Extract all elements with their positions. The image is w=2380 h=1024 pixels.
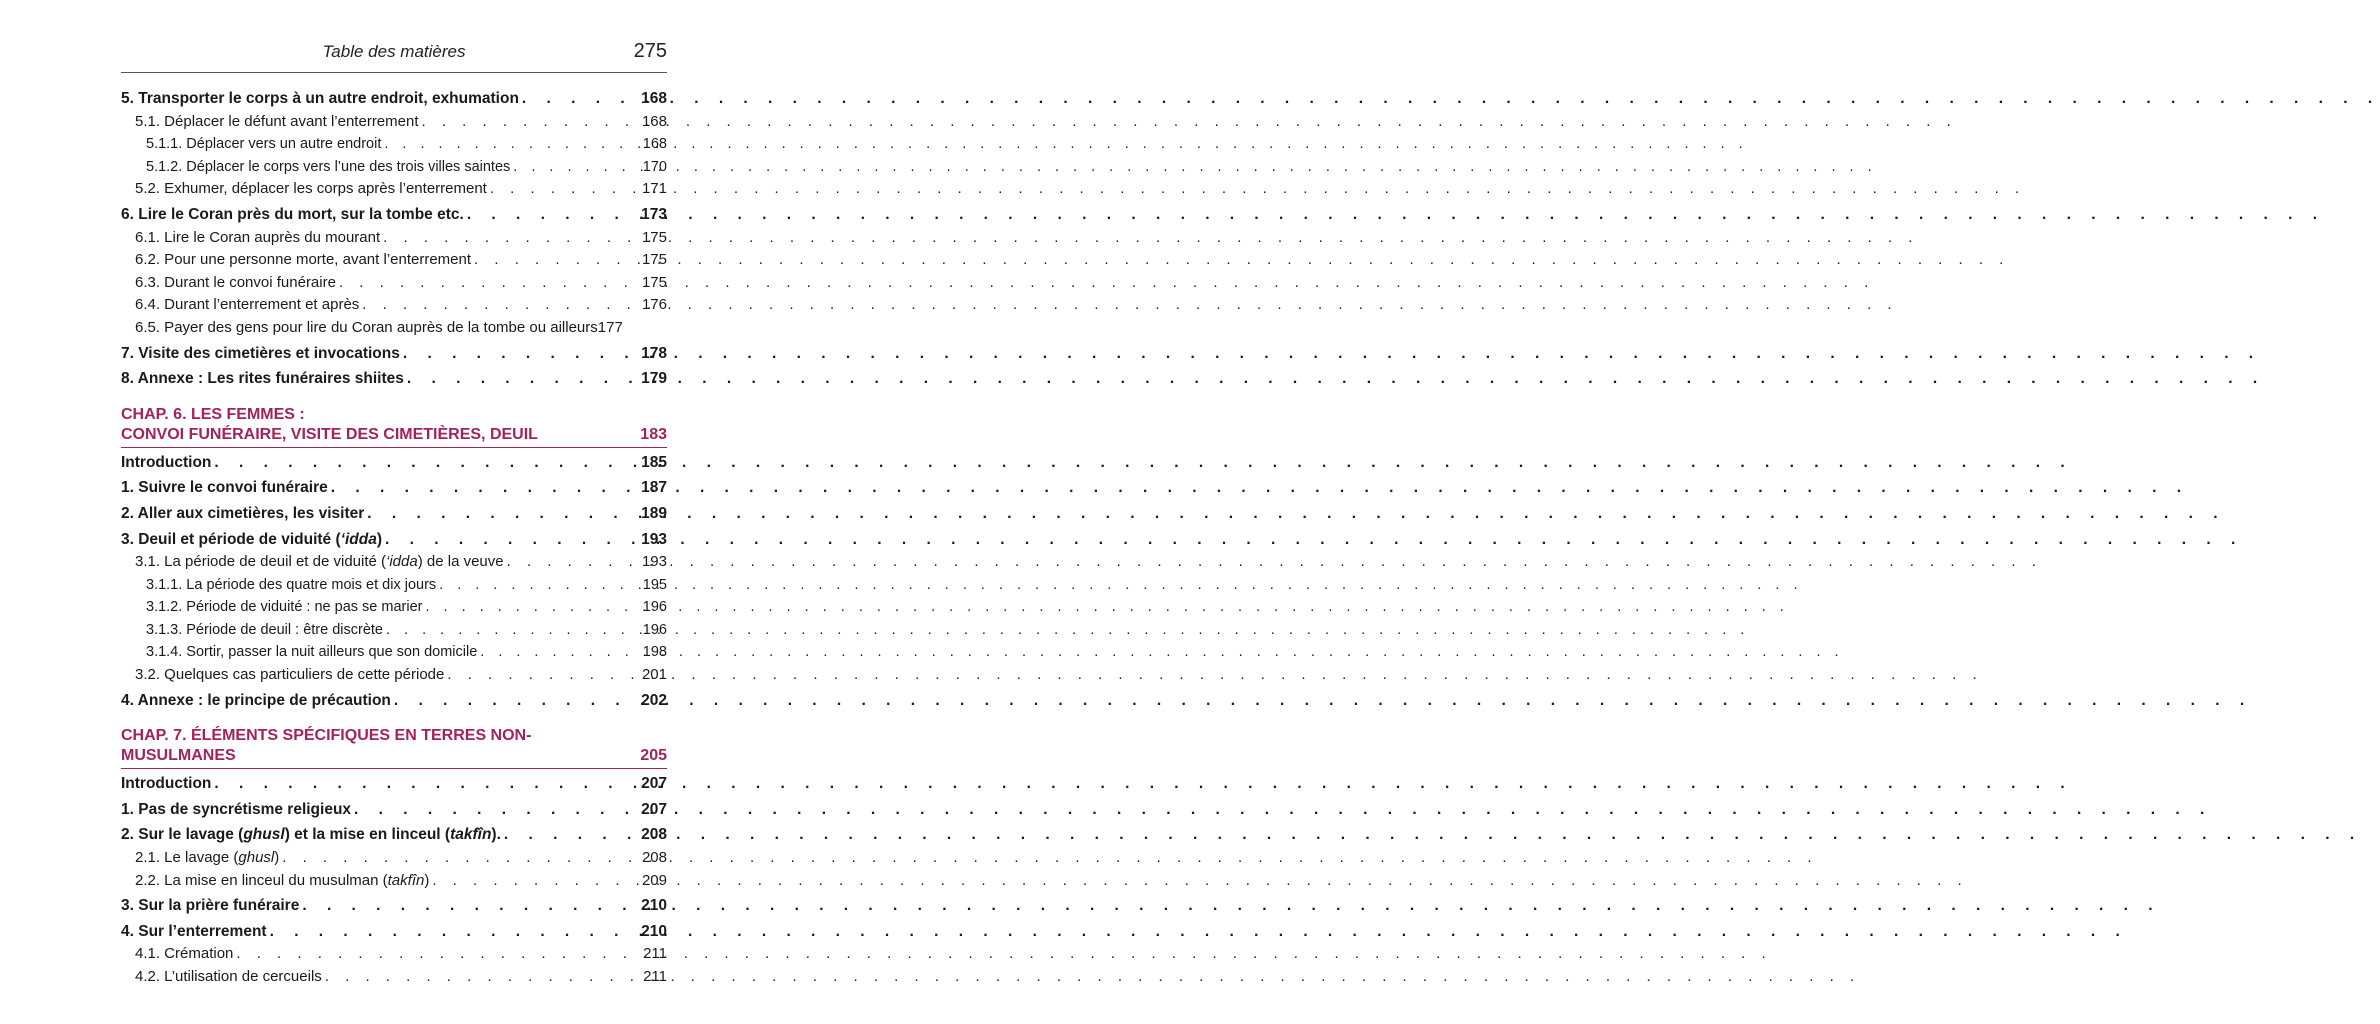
leader-dots (362, 294, 639, 317)
label-part: ) (376, 530, 382, 548)
toc-entry-page: 198 (642, 644, 667, 661)
toc-entry[interactable] (121, 503, 667, 526)
toc-entry-page: 175 (641, 228, 667, 246)
toc-entry-page: 202 (641, 691, 667, 709)
leader-dots (214, 773, 638, 796)
toc-entry-page: 168 (642, 136, 667, 153)
toc-entry[interactable] (121, 88, 667, 111)
leader-dots (385, 529, 638, 552)
toc-entry-label: 5.1. Déplacer le défunt avant l’enterrement (135, 112, 419, 130)
toc-entry-label (135, 551, 504, 574)
label-italic: takfîn (450, 826, 492, 844)
leader-dots (325, 966, 640, 989)
leader-dots (474, 249, 639, 272)
toc-entry-page: 175 (641, 273, 667, 291)
toc-entry-page: 178 (641, 344, 667, 362)
leader-dots (507, 551, 639, 574)
toc-entry[interactable] (121, 664, 667, 687)
toc-entry-label: 4. Sur l’enterrement (121, 922, 267, 940)
chapter-title-line2: CONVOI FUNÉRAIRE, VISITE DES CIMETIÈRES, DEUIL (121, 425, 538, 443)
leader-dots (504, 824, 638, 847)
leader-dots (407, 368, 638, 391)
table-of-contents (121, 85, 667, 989)
toc-entry-label: 3.1.1. La période des quatre mois et dix jours (146, 576, 437, 593)
leader-dots (354, 799, 638, 822)
leader-dots (447, 664, 639, 687)
leader-dots (490, 178, 639, 201)
label-part: 3. Deuil et période de viduité ( (121, 530, 341, 548)
leader-dots (422, 111, 639, 134)
toc-entry[interactable] (121, 641, 667, 664)
toc-entry-label: 4. Annexe : le principe de précaution (121, 691, 391, 709)
toc-entry-page: 171 (641, 180, 667, 198)
toc-entry[interactable] (121, 619, 667, 642)
toc-entry-label: 1. Suivre le convoi funéraire (121, 479, 328, 497)
toc-entry[interactable] (121, 249, 667, 272)
toc-entry-page: 173 (641, 205, 667, 223)
toc-entry-page: 187 (641, 479, 667, 497)
toc-entry[interactable] (121, 895, 667, 918)
label-part: 2.1. Le lavage ( (135, 849, 239, 867)
leader-dots (432, 870, 639, 893)
toc-entry[interactable] (121, 921, 667, 944)
leader-dots (236, 943, 640, 966)
toc-entry-page: 208 (641, 849, 667, 867)
toc-entry-page: 179 (641, 370, 667, 388)
toc-entry[interactable] (121, 343, 667, 366)
toc-entry-label: 6.5. Payer des gens pour lire du Coran auprès de la tombe ou ailleurs (135, 318, 598, 336)
chapter-title-line1: CHAP. 7. ÉLÉMENTS SPÉCIFIQUES EN TERRES NON- (121, 727, 532, 745)
leader-dots (480, 641, 640, 664)
toc-entry-page: 196 (642, 621, 667, 638)
toc-entry-label: 6.3. Durant le convoi funéraire (135, 273, 336, 291)
toc-entry-label (121, 824, 501, 847)
toc-entry-page: 193 (641, 553, 667, 571)
toc-entry-page: 196 (642, 599, 667, 616)
label-part: ) (424, 871, 430, 889)
leader-dots (513, 156, 640, 179)
leader-dots (302, 895, 638, 918)
leader-dots (467, 204, 638, 227)
chapter-title-line1: CHAP. 6. LES FEMMES : (121, 405, 305, 423)
toc-entry-label: 2. Aller aux cimetières, les visiter (121, 504, 365, 522)
toc-entry-label: 6.1. Lire le Coran auprès du mourant (135, 228, 381, 246)
toc-entry-page: 177 (597, 318, 623, 336)
toc-entry-label: 4.2. L’utilisation de cercueils (135, 968, 322, 985)
toc-entry-page: 195 (642, 576, 667, 593)
running-head (121, 38, 667, 73)
toc-entry-label: 5.1.1. Déplacer vers un autre endroit (146, 136, 382, 153)
toc-entry[interactable] (121, 529, 667, 552)
label-part: 2.2. La mise en linceul du musulman ( (135, 871, 388, 889)
toc-entry[interactable] (121, 452, 667, 475)
leader-dots (367, 503, 638, 526)
toc-entry-label: 3.1.4. Sortir, passer la nuit ailleurs que son domicile (146, 644, 478, 661)
toc-entry[interactable] (121, 272, 667, 295)
toc-entry[interactable] (121, 824, 667, 847)
leader-dots (386, 619, 640, 642)
toc-entry[interactable] (121, 368, 667, 391)
toc-entry-label: 6.4. Durant l’enterrement et après (135, 296, 360, 314)
toc-entry-page: 211 (643, 945, 667, 963)
chapter-heading[interactable] (121, 405, 667, 448)
toc-entry[interactable] (121, 111, 667, 134)
toc-entry[interactable] (121, 799, 667, 822)
toc-entry-label: 5.2. Exhumer, déplacer les corps après l’enterrement (135, 180, 487, 198)
toc-entry-label (135, 847, 279, 870)
toc-entry[interactable] (121, 294, 667, 317)
toc-entry-label: 3. Sur la prière funéraire (121, 897, 300, 915)
toc-entry[interactable] (121, 943, 667, 966)
label-part: 3.1. La période de deuil et de viduité ( (135, 553, 387, 571)
toc-entry-label: 3.1.2. Période de viduité : ne pas se marier (146, 599, 423, 616)
label-part: ) et la mise en linceul ( (284, 826, 451, 844)
toc-entry-page: 189 (641, 504, 667, 522)
toc-entry-label: 6. Lire le Coran près du mort, sur la tombe etc. (121, 205, 464, 223)
toc-entry-label: Introduction (121, 453, 212, 471)
leader-dots (331, 477, 638, 500)
running-head-title: Table des matières (322, 42, 466, 61)
toc-entry[interactable] (121, 317, 667, 340)
leader-dots (394, 690, 638, 713)
toc-entry[interactable] (121, 773, 667, 796)
toc-page (0, 0, 791, 1024)
toc-entry-label: 5. Transporter le corps à un autre endroit, exhumation (121, 90, 519, 107)
chapter-title-line2: MUSULMANES (121, 747, 236, 765)
toc-entry-page: 207 (641, 775, 667, 793)
toc-entry[interactable] (121, 966, 667, 989)
toc-entry-label: Introduction (121, 775, 212, 793)
toc-entry-label: 7. Visite des cimetières et invocations (121, 344, 400, 362)
chapter-page: 205 (640, 747, 667, 765)
toc-entry-page: 211 (643, 968, 667, 985)
toc-entry-page: 208 (641, 826, 667, 844)
toc-entry-page: 168 (641, 90, 667, 107)
label-part: 2. Sur le lavage ( (121, 826, 244, 844)
toc-entry-page: 201 (641, 666, 667, 684)
toc-entry[interactable] (121, 690, 667, 713)
toc-entry[interactable] (121, 204, 667, 227)
chapter-heading[interactable] (121, 726, 667, 769)
toc-entry-label (121, 529, 382, 552)
toc-entry-label: 3.1.3. Période de deuil : être discrète (146, 621, 383, 638)
toc-entry[interactable] (121, 227, 667, 250)
leader-dots (214, 452, 638, 475)
toc-entry-page: 210 (641, 922, 667, 940)
leader-dots (439, 574, 640, 597)
toc-entry-label: 5.1.2. Déplacer le corps vers l’une des trois villes saintes (146, 158, 511, 175)
toc-entry-page: 210 (641, 897, 667, 915)
page-number: 275 (633, 40, 667, 62)
toc-entry-page: 176 (641, 296, 667, 314)
leader-dots (384, 133, 639, 156)
toc-entry-label: 4.1. Crémation (135, 945, 234, 963)
label-part: ) de la veuve (417, 553, 504, 571)
toc-entry[interactable] (121, 133, 667, 156)
leader-dots (403, 343, 638, 366)
toc-entry-page: 175 (641, 251, 667, 269)
chapter-page: 183 (640, 425, 667, 443)
toc-entry-page: 168 (641, 112, 667, 130)
toc-entry-page: 193 (641, 530, 667, 548)
leader-dots (282, 847, 639, 870)
toc-entry-label (135, 870, 429, 893)
toc-entry[interactable] (121, 574, 667, 597)
toc-entry[interactable] (121, 156, 667, 179)
toc-entry-page: 207 (641, 800, 667, 818)
label-part: ) (274, 849, 280, 867)
toc-entry-label: 8. Annexe : Les rites funéraires shiites (121, 370, 404, 388)
toc-entry-page: 185 (641, 453, 667, 471)
leader-dots (339, 272, 639, 295)
label-italic: ghusl (238, 849, 275, 867)
leader-dots (383, 227, 639, 250)
leader-dots (425, 596, 639, 619)
toc-entry[interactable] (121, 178, 667, 201)
label-part: ). (491, 826, 501, 844)
leader-dots (270, 921, 639, 944)
label-italic: takfîn (387, 871, 425, 889)
toc-entry-page: 209 (641, 871, 667, 889)
toc-entry[interactable] (121, 596, 667, 619)
label-italic: ‘idda (340, 530, 377, 548)
toc-entry-label: 6.2. Pour une personne morte, avant l’enterrement (135, 251, 472, 269)
leader-dots (522, 88, 638, 111)
toc-entry-label: 3.2. Quelques cas particuliers de cette période (135, 666, 445, 684)
toc-entry-page: 170 (642, 158, 667, 175)
toc-entry[interactable] (121, 847, 667, 870)
label-italic: ghusl (243, 826, 285, 844)
toc-entry-label: 1. Pas de syncrétisme religieux (121, 800, 352, 818)
label-italic: ‘idda (386, 553, 418, 571)
toc-entry[interactable] (121, 551, 667, 574)
toc-entry[interactable] (121, 870, 667, 893)
toc-entry[interactable] (121, 477, 667, 500)
